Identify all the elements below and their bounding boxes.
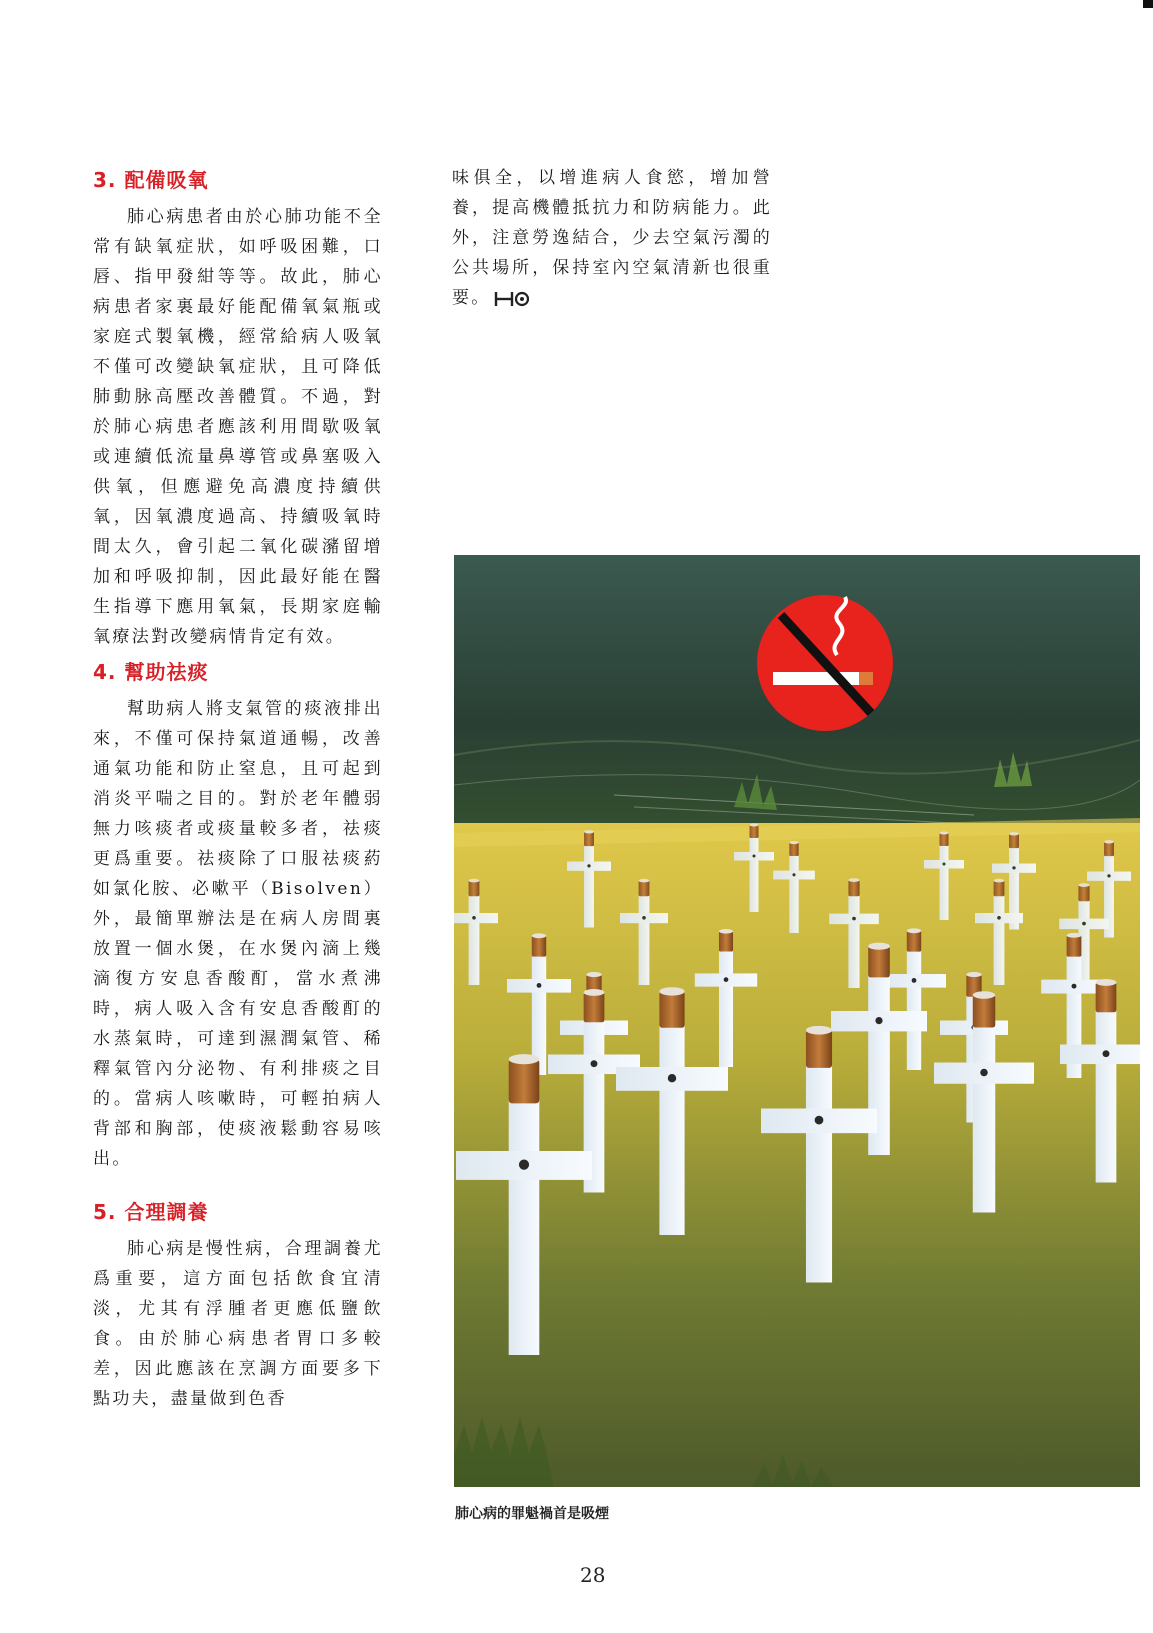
corner-mark bbox=[1143, 0, 1153, 8]
section-5-paragraph: 肺心病是慢性病，合理調養尤爲重要，這方面包括飲食宜清淡，尤其有浮腫者更應低鹽飲食。由於肺心病患者胃口多較差，因此應該在烹調方面要多下點功夫，盡量做到色香 bbox=[93, 1239, 383, 1409]
section-3-heading: 3. 配備吸氧 bbox=[93, 168, 209, 192]
page-number: 28 bbox=[580, 1563, 606, 1587]
section-4-paragraph: 幫助病人將支氣管的痰液排出來，不僅可保持氣道通暢，改善通氣功能和防止窒息，且可起到消炎平喘之目的。對於老年體弱無力咳痰者或痰量較多者，祛痰更爲重要。祛痰除了口服祛痰葯如氯化胺、必嗽平（Bisolven）外，最簡單辦法是在病人房間裏放置一個水煲，在水煲內滴上幾滴復方安息香酸酊，當水煮沸時，病人吸入含有安息香酸酊的水蒸氣時，可達到濕潤氣管、稀釋氣管內分泌物、有利排痰之目的。當病人咳嗽時，可輕拍病人背部和胸部，使痰液鬆動容易咳出。 bbox=[93, 699, 383, 1169]
hc-logo-icon bbox=[494, 290, 532, 308]
photo-caption: 肺心病的罪魁禍首是吸煙 bbox=[455, 1506, 609, 1522]
photo-illustration bbox=[454, 555, 1140, 1487]
section-4-heading: 4. 幫助祛痰 bbox=[93, 660, 209, 684]
left-column bbox=[93, 166, 383, 1414]
continuation-text: 味俱全，以增進病人食慾，增加營養，提高機體抵抗力和防病能力。此外，注意勞逸結合，少去空氣污濁的公共場所，保持室內空氣清新也很重要。 bbox=[452, 168, 772, 308]
section-5-heading: 5. 合理調養 bbox=[93, 1200, 209, 1224]
photo-cigarette-crosses bbox=[454, 555, 1140, 1487]
right-column bbox=[452, 163, 772, 313]
continuation-paragraph bbox=[452, 163, 772, 313]
section-3-paragraph: 肺心病患者由於心肺功能不全常有缺氧症狀，如呼吸困難，口唇、指甲發紺等等。故此，肺心病患者家裏最好能配備氧氣瓶或家庭式製氧機，經常給病人吸氧不僅可改變缺氧症狀，且可降低肺動脉高壓改善體質。不過，對於肺心病患者應該利用間歇吸氧或連續低流量鼻導管或鼻塞吸入供氧，但應避免高濃度持續供氧，因氧濃度過高、持續吸氧時間太久，會引起二氧化碳瀦留增加和呼吸抑制，因此最好能在醫生指導下應用氧氣，長期家庭輸氧療法對改變病情肯定有效。 bbox=[93, 207, 383, 647]
no-smoking-icon bbox=[757, 595, 893, 731]
